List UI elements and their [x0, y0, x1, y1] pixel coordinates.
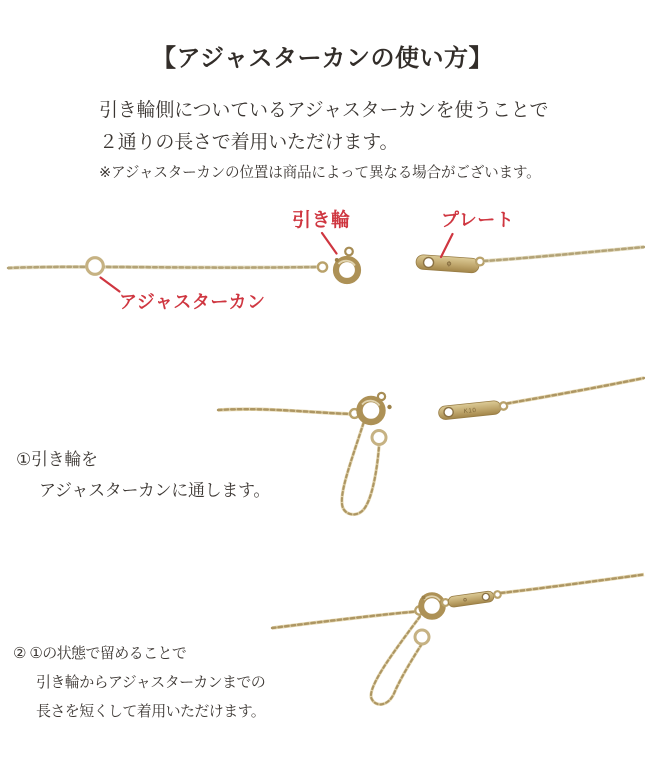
plate-leader-line	[441, 234, 453, 257]
adjuster-part-label: アジャスターカン	[119, 292, 266, 312]
step2-plate-hole	[482, 593, 490, 601]
step1-line-1: ①引き輪を	[16, 450, 98, 469]
page-title: 【アジャスターカンの使い方】	[151, 45, 494, 72]
clasp-part-label: 引き輪	[292, 210, 351, 231]
intro-text	[99, 95, 548, 158]
step1-chain-left	[218, 409, 352, 414]
step1-plate-stamp: K10	[463, 406, 477, 416]
step2-spring-clasp	[421, 595, 443, 617]
step1-adjuster-ring	[372, 431, 386, 445]
note-text: ※アジャスターカンの位置は商品によって異なる場合がございます。	[99, 165, 541, 181]
step2-line-3: 長さを短くして着用いただけます。	[36, 703, 266, 720]
step2-necklace-photo	[0, 570, 645, 715]
intro-line-2: ２通りの長さで着用いただけます。	[99, 131, 399, 153]
step1-necklace-photo	[0, 372, 645, 522]
step1-plate	[438, 400, 502, 420]
step1-spring-clasp	[360, 393, 392, 422]
step2-chain-loop	[371, 617, 422, 705]
annotation-leader-lines	[0, 200, 645, 320]
step2-chain-right	[501, 575, 644, 594]
step2-plate	[447, 591, 494, 608]
step2-line-1: ② ①の状態で留めることで	[13, 645, 187, 662]
adjuster-leader-line	[101, 278, 120, 292]
step2-line-2: 引き輪からアジャスターカンまでの	[36, 674, 266, 691]
step1-plate-hole	[444, 407, 454, 417]
step1-line-2: アジャスターカンに通します。	[39, 480, 271, 500]
intro-line-1: 引き輪側についているアジャスターカンを使うことで	[99, 100, 549, 121]
step2-chain-left	[272, 612, 417, 629]
plate-part-label: プレート	[441, 210, 515, 230]
step2-adjuster-ring	[415, 630, 429, 644]
step1-chain-right	[507, 378, 644, 404]
clasp-leader-line	[322, 233, 337, 254]
step2-plate-ring	[494, 591, 501, 598]
